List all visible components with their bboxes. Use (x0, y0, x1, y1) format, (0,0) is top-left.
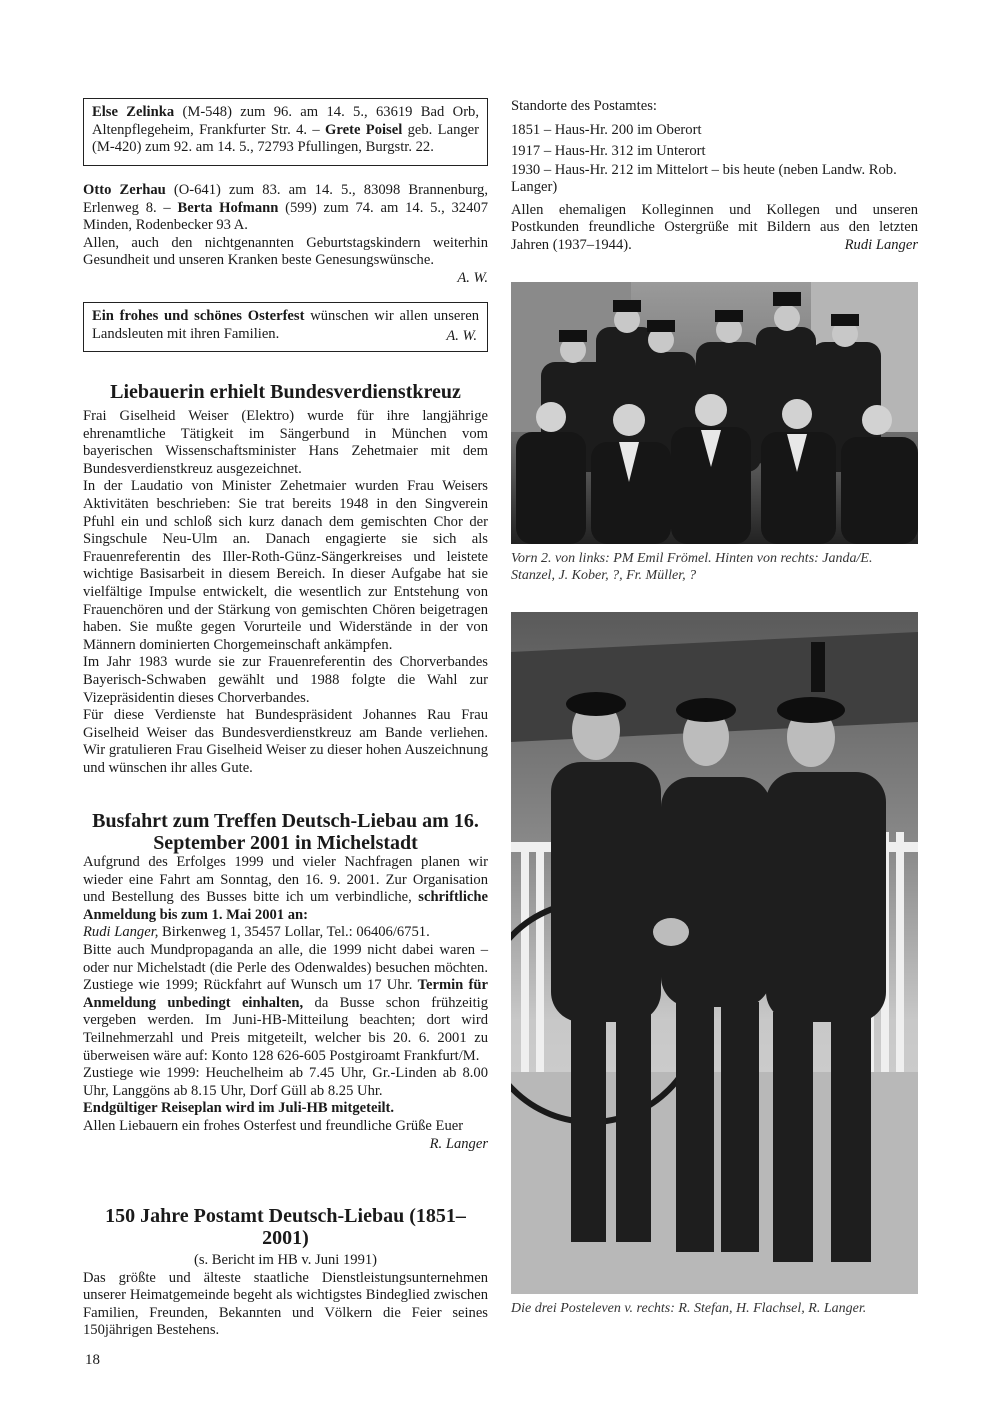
apprentices-photo-caption: Die drei Posteleven v. rechts: R. Stefan, H. Flachsel, R. Langer. (511, 1301, 867, 1316)
standort-item: 1917 – Haus-Hr. 312 im Unterort (511, 142, 706, 159)
greeting: Allen ehemaligen Kolleginnen und Kollegen und unseren Postkunden freundliche Ostergrüße mit Bildern aus den letzten Jahren (1937–1944). (511, 201, 918, 253)
group-photo (511, 282, 918, 544)
standorte-title: Standorte des Postamtes: (511, 98, 657, 114)
birthday-list: Otto Zerhau (O-641) zum 83. am 14. 5., 83098 Brannenburg, Erlenweg 8. – Berta Hofmann (599) zum 74. am 14. 5., 32407 Minden, Rodenbecker 93 A. Allen, auch den nichtgenannten Geburtstagskindern weiterhin Gesundheit und unseren Kranken beste Genesungswünsche. A. W. (83, 182, 488, 286)
apprentices-photo (511, 612, 918, 1294)
article-busfahrt: Busfahrt zum Treffen Deutsch-Liebau am 16. September 2001 in Michelstadt Aufgrund des Erfolges 1999 und vieler Nachfragen planen wir wieder eine Fahrt am Sonntag, den 16. 9. 2001. Zur Organisation und Bestellung des Busses bitte ich um verbindliche, schriftliche Anmeldung bis zum 1. Mai 2001 an: Rudi Langer, Birkenweg 1, 35457 Lollar, Tel.: 06406/6751. Bitte auch Mundpropaganda an alle, die 1999 nicht dabei waren – oder nur Michelstadt (die Perle des Odenwaldes) besuchen möchten. Zustiege wie 1999; Rückfahrt auf Wunsch um 17 Uhr. Termin für Anmeldung unbedingt einhalten, da Busse schon frühzeitig vergeben werden. Im Juni-HB-Mitteilung beachten; dort wird Teilnehmerzahl und Preis mitgeteilt, welcher bis 20. 6. 2001 zu überweisen wäre auf: Konto 128 626-605 Postgiroamt Frankfurt/M. Zustiege wie 1999: Heuchelheim ab 7.45 Uhr, Gr.-Linden ab 8.00 Uhr, Langgöns ab 8.15 Uhr, Dorf Güll ab 8.25 Uhr. Endgültiger Reiseplan wird im Juli-HB mitgeteilt. Allen Liebauern ein frohes Osterfest und freundliche Grüße Euer R. Langer (83, 810, 489, 1152)
standorte-list (511, 120, 918, 196)
signature-aw-box: A. W. (446, 328, 477, 344)
signature-rudi: Rudi Langer (844, 237, 918, 254)
page-number: 18 (85, 1352, 100, 1368)
article-bundesverdienstkreuz: Liebauerin erhielt Bundesverdienstkreuz Frai Giselheid Weiser (Elektro) wurde für ihre langjährige ehrenamtliche Tätigkeit im Sängerbund in München vom bayerischen Wissenschaftsminister Hans Zehetmaier mit dem Bundesverdienstkreuz ausgezeichnet. In der Laudatio von Minister Zehetmaier wurden Frau Weisers Aktivitäten beschrieben: Sie trat bereits 1948 in den Singverein Pfuhl ein und schloß sich kurz danach dem gemischten Chor der Singschule Neu-Ulm an. Danach engagierte sie sich als Frauenreferentin des Iller-Roth-Günz-Sängerkreises und leistete wichtige Basisarbeit in diesem Bereich. In dieser Aufgabe hat sie vielfältige Impulse entwickelt, die wesentlich zur Entstehung von Frauenchören und der Stärkung von gemischten Chören beigetragen haben. Sie mußte gegen Vorurteile und Widerstände in der von Männern dominierten Chorgemeinschaft ankämpfen. Im Jahr 1983 wurde sie zur Frauenreferentin des Chorverbandes Bayerisch-Schwaben gewählt und 1988 folgte die Wahl zur Vizepräsidentin dieses Chorverbandes. Für diese Verdienste hat Bundespräsident Johannes Rau Frau Giselheid Weiser das Bundesverdienstkreuz am Bande verliehen. Wir gratulieren Frau Giselheid Weiser zu dieser hohen Auszeichnung und wünschen ihr alles Gute. (83, 381, 488, 776)
standort-item: 1930 – Haus-Hr. 212 im Mittelort – bis heute (neben Landw. Rob. Langer) (511, 161, 897, 195)
birthday-box: Else Zelinka (M-548) zum 96. am 14. 5., 63619 Bad Orb, Altenpflegeheim, Frankfurter Str. 4. – Grete Poisel geb. Langer (M-420) zum 92. am 14. 5., 72793 Pfullingen, Burgstr. 22. (83, 98, 488, 166)
article-title: Busfahrt zum Treffen Deutsch-Liebau am 16. September 2001 in Michelstadt (92, 810, 479, 854)
easter-box: Ein frohes und schönes Osterfest wünschen wir allen unseren Landsleuten mit ihren Familien. A. W. (83, 302, 488, 352)
standorte-section (511, 98, 918, 255)
birthday-wish: Allen, auch den nichtgenannten Geburtstagskindern weiterhin Gesundheit und unseren Kranken beste Genesungswünsche. (83, 234, 488, 269)
name-zelinka: Else Zelinka (92, 104, 175, 120)
name-poisel: Grete Poisel (325, 121, 403, 138)
signature-aw: A. W. (457, 269, 488, 286)
name-zerhau: Otto Zerhau (83, 182, 166, 198)
group-photo-caption: Vorn 2. von links: PM Emil Frömel. Hinten von rechts: Janda/E. Stanzel, J. Kober, ?, Fr. Müller, ? (511, 551, 873, 583)
name-hofmann: Berta Hofmann (177, 199, 279, 216)
article-postamt: 150 Jahre Postamt Deutsch-Liebau (1851–2001) (s. Bericht im HB v. Juni 1991) Das größte und älteste staatliche Dienstleistungsunternehmen unserer Heimatgemeinde begeht als wichtigstes Bindeglied zwischen Familien, Freunden, Bekannten und Völkern die Feier seines 150jährigen Bestehens. (83, 1205, 488, 1339)
signature-rlanger: R. Langer (429, 1135, 488, 1152)
article-title: 150 Jahre Postamt Deutsch-Liebau (1851–2001) (105, 1205, 466, 1249)
standort-item: 1851 – Haus-Hr. 200 im Oberort (511, 121, 702, 138)
article-title: Liebauerin erhielt Bundesverdienstkreuz (110, 381, 461, 403)
